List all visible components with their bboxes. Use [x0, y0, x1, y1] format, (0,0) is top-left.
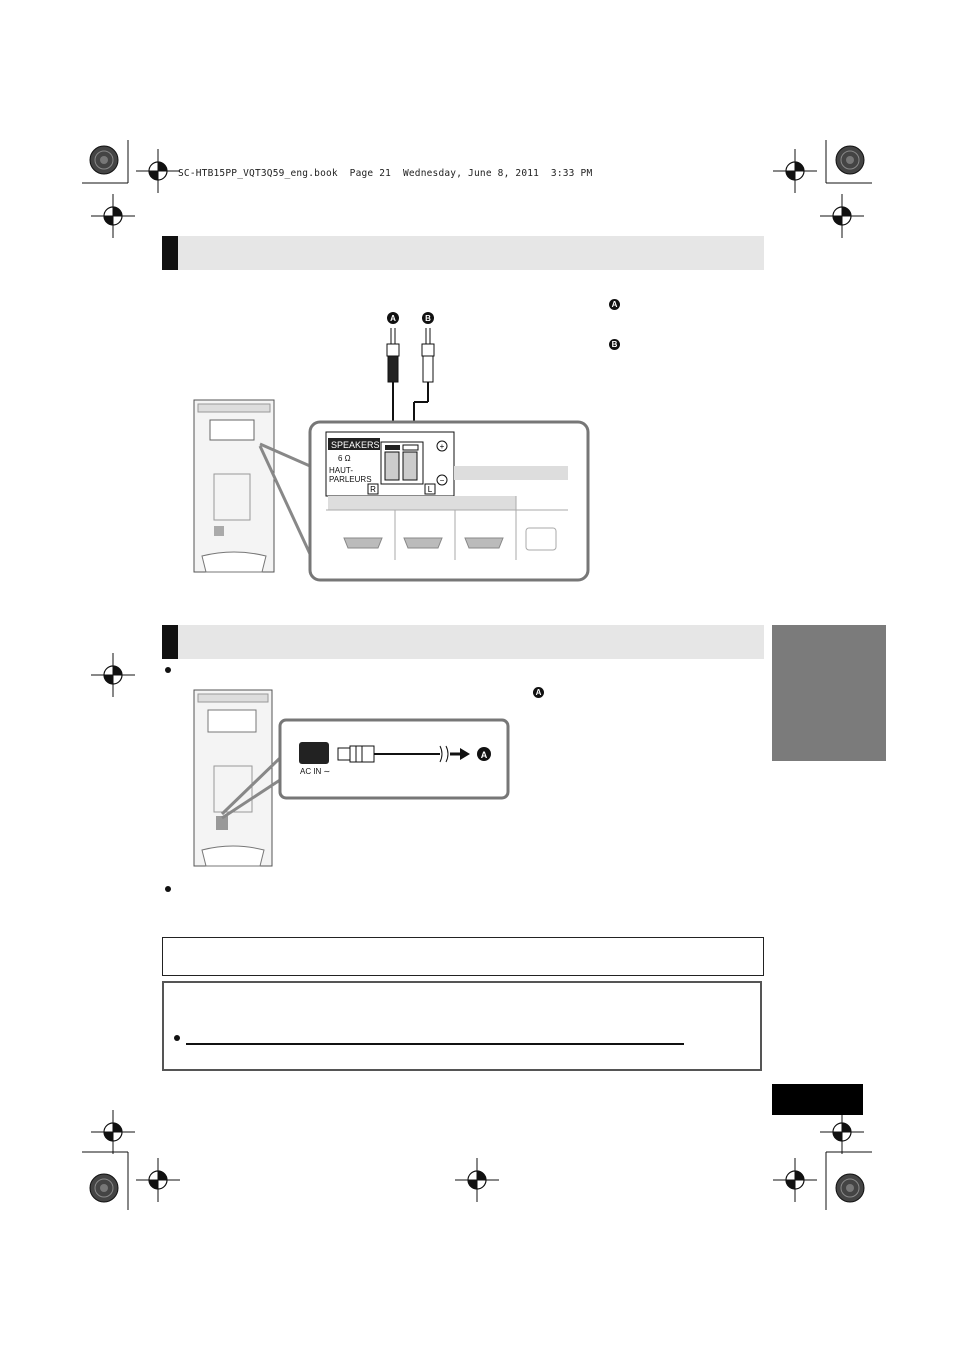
registration-mark-icon: [136, 1158, 180, 1202]
haut-parleurs-label-1: HAUT-: [329, 466, 353, 475]
hdmi-port-icon: [465, 538, 503, 548]
registration-mark-icon: [773, 1158, 817, 1202]
color-target-icon: [90, 1174, 118, 1202]
plug-a-letter: A: [390, 314, 396, 323]
hdmi-port-icon: [404, 538, 442, 548]
speakers-label: SPEAKERS: [331, 440, 380, 450]
section-header-band: [162, 236, 764, 270]
section-header-band: [162, 625, 764, 659]
registration-mark-icon: [91, 194, 135, 238]
speaker-cable-a-icon: [387, 328, 399, 434]
callout-b-icon: B: [609, 339, 620, 350]
print-info-line: SC-HTB15PP_VQT3Q59_eng.book Page 21 Wednesday, June 8, 2011 3:33 PM: [178, 168, 593, 179]
ac-in-label: AC IN ∼: [300, 767, 331, 776]
callout-a-icon: A: [533, 687, 544, 698]
optical-port-icon: [526, 528, 556, 550]
ac-power-illustration: [188, 686, 514, 870]
note-box: [162, 937, 764, 976]
ac-inlet-icon: [299, 742, 329, 764]
registration-mark-icon: [91, 1110, 135, 1154]
plug-b-letter: B: [425, 314, 431, 323]
bullet-icon: [174, 1035, 180, 1041]
speaker-terminal-r-icon: [385, 452, 399, 480]
section-header-tab: [162, 625, 178, 659]
section-header-tab: [162, 236, 178, 270]
chapter-side-tab: [772, 625, 886, 761]
registration-mark-icon: [820, 194, 864, 238]
speaker-cable-b-icon: [409, 328, 434, 434]
color-target-icon: [836, 1174, 864, 1202]
outlet-a-letter: A: [480, 750, 488, 760]
svg-text:−: −: [439, 476, 445, 485]
registration-mark-icon: [773, 149, 817, 193]
hdmi-port-icon: [344, 538, 382, 548]
registration-mark-icon: [136, 149, 180, 193]
underline-rule: [186, 1043, 684, 1045]
registration-mark-icon: [455, 1158, 499, 1202]
page-number-tab: [772, 1084, 863, 1115]
left-marker: L: [427, 485, 433, 494]
svg-text:+: +: [439, 442, 445, 451]
registration-mark-icon: [820, 1110, 864, 1154]
bullet-icon: [165, 667, 171, 673]
color-target-icon: [90, 146, 118, 174]
speaker-connection-illustration: [188, 308, 598, 584]
callout-a-icon: A: [609, 299, 620, 310]
right-marker: R: [370, 485, 376, 494]
speaker-terminal-l-icon: [403, 452, 417, 480]
caution-box: [162, 981, 762, 1071]
color-target-icon: [836, 146, 864, 174]
bullet-icon: [165, 886, 171, 892]
haut-parleurs-label-2: PARLEURS: [329, 475, 372, 484]
subwoofer-rear-small-icon: [194, 400, 274, 572]
registration-mark-icon: [91, 653, 135, 697]
impedance-label: 6 Ω: [338, 454, 351, 463]
